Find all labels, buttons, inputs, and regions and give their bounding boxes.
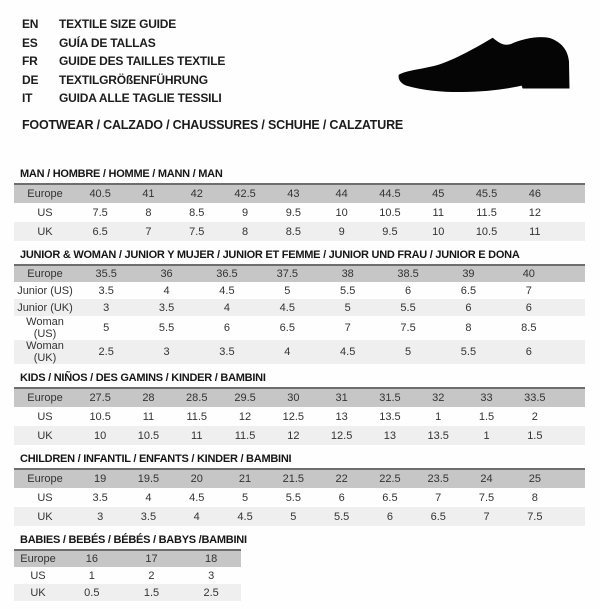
size-cell: 3.5 (197, 340, 257, 364)
size-cell: 7 (435, 491, 442, 504)
language-code: IT (22, 91, 33, 105)
size-cell: 17 (122, 550, 182, 567)
size-table-title: CHILDREN / INFANTIL / ENFANTS / KINDER / BAMBINI (20, 453, 292, 465)
size-cell: 11.5 (186, 410, 208, 423)
size-cell: 8 (531, 491, 538, 504)
table-row (14, 584, 241, 601)
size-cell: 5.5 (285, 491, 301, 504)
size-cell: 43 (269, 184, 317, 203)
size-cell: 29.5 (221, 388, 269, 407)
size-cell: 11 (511, 222, 559, 241)
size-cell: 28 (124, 388, 172, 407)
size-cell: 12.5 (317, 426, 365, 445)
row-label: US (37, 410, 53, 423)
size-cell: 2 (148, 569, 155, 582)
size-cell: 36 (136, 265, 196, 282)
size-cell: 20 (173, 469, 221, 488)
size-cell: 5 (284, 284, 291, 297)
size-table-section (0, 534, 600, 601)
table-row (14, 203, 585, 222)
row-label: US (37, 491, 53, 504)
size-cell: 1 (435, 410, 442, 423)
size-cell: 9 (317, 222, 365, 241)
size-cell: 38.5 (378, 265, 438, 282)
size-cell: 6.5 (382, 491, 398, 504)
spacer-cell (559, 222, 585, 241)
language-label: TEXTILGRÖßENFÜHRUNG (59, 72, 208, 87)
size-cell: 40.5 (76, 184, 124, 203)
size-cell: 0.5 (62, 584, 122, 601)
spacer-cell (559, 316, 585, 340)
row-label: US (37, 206, 53, 219)
size-cell: 25 (511, 469, 559, 488)
spacer-cell (559, 299, 585, 316)
size-cell: 3.5 (124, 507, 172, 526)
size-cell: 11 (432, 206, 444, 219)
language-code: EN (22, 17, 39, 31)
size-cell: 11 (142, 410, 155, 423)
size-table-title: KIDS / NIÑOS / DES GAMINS / KINDER / BAMBINI (20, 372, 266, 384)
size-cell: 13 (335, 410, 348, 423)
table-row (14, 488, 585, 507)
size-cell: 6.5 (279, 322, 295, 334)
size-cell: 38 (318, 265, 378, 282)
size-cell: 36.5 (197, 265, 257, 282)
language-code: FR (22, 54, 38, 68)
size-cell: 3 (76, 507, 124, 526)
size-cell: 4 (145, 491, 152, 504)
row-label: Junior (UK) (14, 299, 76, 316)
size-cell: 2.5 (181, 584, 241, 601)
size-cell: 10.5 (379, 206, 401, 219)
size-table (14, 468, 585, 526)
language-label: TEXTILE SIZE GUIDE (59, 17, 177, 31)
size-cell: 12 (269, 426, 317, 445)
size-cell: 9 (241, 206, 249, 219)
size-cell: 13.5 (379, 410, 401, 423)
size-cell: 6 (338, 491, 345, 504)
table-row (14, 507, 585, 526)
size-cell: 7 (462, 507, 510, 526)
size-cell: 37.5 (257, 265, 317, 282)
row-label: Woman (UK) (14, 340, 76, 364)
size-cell: 21.5 (269, 469, 317, 488)
size-cell: 8.5 (269, 222, 317, 241)
spacer-cell (559, 488, 585, 507)
size-cell: 4.5 (219, 284, 235, 297)
row-label: Europe (14, 469, 76, 488)
table-row (14, 184, 585, 203)
size-cell: 10 (335, 206, 348, 219)
size-cell: 8 (221, 222, 269, 241)
row-label: UK (14, 426, 76, 445)
spacer-cell (559, 426, 585, 445)
spacer-cell (559, 184, 585, 203)
size-cell: 2 (531, 410, 538, 423)
size-cell: 7.5 (173, 222, 221, 241)
size-cell: 32 (414, 388, 462, 407)
language-label: GUIDA ALLE TAGLIE TESSILI (59, 91, 222, 105)
size-table (14, 387, 585, 445)
size-cell: 4 (257, 340, 317, 364)
table-row (14, 282, 585, 299)
size-cell: 3.5 (136, 299, 196, 316)
size-cell: 16 (62, 550, 122, 567)
size-cell: 31.5 (366, 388, 414, 407)
size-cell: 5.5 (317, 507, 365, 526)
size-cell: 33 (462, 388, 510, 407)
table-row (14, 567, 241, 584)
size-cell: 12.5 (282, 410, 305, 423)
size-cell: 12 (238, 410, 252, 423)
size-cell: 9.5 (285, 206, 301, 219)
size-cell: 11 (173, 426, 221, 445)
table-row (14, 316, 585, 340)
size-cell: 7 (525, 284, 532, 297)
size-cell: 6 (499, 340, 559, 364)
size-cell: 8.5 (189, 206, 205, 219)
size-cell: 42 (173, 184, 221, 203)
size-cell: 8 (145, 206, 152, 219)
size-table-section (0, 372, 600, 445)
size-cell: 28.5 (173, 388, 221, 407)
size-cell: 21 (221, 469, 269, 488)
size-cell: 46 (511, 184, 559, 203)
language-label: GUIDE DES TAILLES TEXTILE (59, 54, 226, 68)
size-cell: 7 (344, 322, 351, 334)
size-cell: 44 (317, 184, 365, 203)
row-label: UK (14, 222, 76, 241)
size-cell: 10 (76, 426, 124, 445)
size-cell: 10.5 (89, 410, 111, 423)
category-heading: FOOTWEAR / CALZADO / CHAUSSURES / SCHUHE / CALZATURE (22, 117, 404, 132)
size-cell: 10 (414, 222, 462, 241)
size-cell: 7.5 (511, 507, 559, 526)
size-cell: 19.5 (124, 469, 172, 488)
size-cell: 24 (462, 469, 510, 488)
size-cell: 6 (223, 322, 230, 334)
size-cell: 7 (124, 222, 172, 241)
row-label: UK (14, 584, 62, 601)
size-cell: 5.5 (158, 322, 175, 334)
size-cell: 1.5 (478, 410, 495, 423)
size-cell: 3 (208, 569, 215, 582)
size-cell: 30 (269, 388, 317, 407)
size-table-title: BABIES / BEBÉS / BÉBÉS / BABYS /BAMBINI (20, 534, 247, 546)
size-cell: 11.5 (476, 206, 497, 219)
size-cell: 22 (317, 469, 365, 488)
size-cell: 6 (366, 507, 414, 526)
size-table (14, 549, 241, 601)
size-cell: 4 (173, 507, 221, 526)
size-cell: 23.5 (414, 469, 462, 488)
size-cell: 7.5 (400, 322, 416, 334)
row-label: Woman (US) (26, 316, 64, 340)
language-row (22, 15, 600, 34)
size-cell: 7.5 (478, 491, 495, 504)
size-cell: 22.5 (366, 469, 414, 488)
size-cell: 45.5 (462, 184, 510, 203)
row-label: Europe (14, 184, 76, 203)
size-table (14, 264, 585, 364)
table-row (14, 550, 241, 567)
row-label: Europe (14, 550, 62, 567)
size-cell: 4 (163, 284, 170, 297)
row-label: Europe (14, 388, 76, 407)
size-tables (0, 168, 600, 609)
size-cell: 5 (378, 340, 438, 364)
size-cell: 1.5 (122, 584, 182, 601)
spacer-cell (559, 340, 585, 364)
size-cell: 5.5 (438, 340, 498, 364)
row-label: Junior (US) (17, 284, 73, 297)
size-cell: 13 (366, 426, 414, 445)
table-row (14, 299, 585, 316)
size-table-section (0, 249, 600, 364)
table-row (14, 222, 585, 241)
size-cell: 12 (528, 206, 541, 219)
size-cell: 6.5 (76, 222, 124, 241)
size-cell: 1.5 (511, 426, 559, 445)
size-cell: 45 (414, 184, 462, 203)
row-label: UK (14, 507, 76, 526)
size-cell: 39 (438, 265, 498, 282)
size-cell: 4.5 (257, 299, 317, 316)
size-cell: 5 (241, 491, 249, 504)
table-row (14, 407, 585, 426)
spacer-cell (559, 282, 585, 299)
language-label: GUÍA DE TALLAS (59, 35, 156, 50)
size-cell: 6 (438, 299, 498, 316)
size-cell: 35.5 (76, 265, 136, 282)
size-cell: 6 (499, 299, 559, 316)
size-cell: 27.5 (76, 388, 124, 407)
size-cell: 5 (269, 507, 317, 526)
size-cell: 4.5 (318, 340, 378, 364)
size-cell: 8.5 (521, 322, 537, 334)
size-cell: 3.5 (92, 491, 108, 504)
size-cell: 5.5 (340, 284, 356, 297)
size-cell: 4 (197, 299, 257, 316)
size-cell: 10.5 (462, 222, 510, 241)
size-cell: 1 (88, 569, 95, 582)
size-cell: 11.5 (221, 426, 269, 445)
spacer-cell (559, 203, 585, 222)
size-cell: 6.5 (414, 507, 462, 526)
size-cell: 4.5 (189, 491, 205, 504)
size-cell: 5.5 (378, 299, 438, 316)
size-cell: 3.5 (98, 284, 114, 297)
spacer-cell (559, 407, 585, 426)
size-cell: 5 (318, 299, 378, 316)
size-cell: 4.5 (221, 507, 269, 526)
size-cell: 18 (181, 550, 241, 567)
size-table-section (0, 168, 600, 241)
size-table-section (0, 453, 600, 526)
size-cell: 19 (76, 469, 124, 488)
size-cell: 33.5 (511, 388, 559, 407)
size-cell: 1 (462, 426, 510, 445)
shoe-icon (398, 36, 570, 93)
size-table (14, 183, 585, 241)
size-cell: 6.5 (460, 284, 477, 297)
size-cell: 3 (76, 299, 136, 316)
table-row (14, 340, 585, 364)
spacer-cell (559, 469, 585, 488)
size-cell: 44.5 (366, 184, 414, 203)
row-label: US (30, 569, 46, 582)
size-cell: 5 (103, 322, 110, 334)
table-row (14, 265, 585, 282)
language-code: ES (22, 35, 38, 50)
size-table-title: MAN / HOMBRE / HOMME / MANN / MAN (20, 168, 223, 180)
size-cell: 9.5 (366, 222, 414, 241)
row-label: Europe (14, 265, 76, 282)
size-cell: 6 (405, 284, 412, 297)
table-row (14, 426, 585, 445)
size-cell: 3 (136, 340, 196, 364)
table-row (14, 469, 585, 488)
size-cell: 7.5 (92, 206, 108, 219)
size-cell: 13.5 (414, 426, 462, 445)
language-code: DE (22, 72, 39, 87)
spacer-cell (559, 507, 585, 526)
size-cell: 40 (499, 265, 559, 282)
size-cell: 2.5 (76, 340, 136, 364)
size-cell: 41 (124, 184, 172, 203)
size-cell: 42.5 (221, 184, 269, 203)
table-row (14, 388, 585, 407)
size-cell: 31 (317, 388, 365, 407)
size-cell: 8 (465, 322, 472, 334)
size-table-title: JUNIOR & WOMAN / JUNIOR Y MUJER / JUNIOR ET FEMME / JUNIOR UND FRAU / JUNIOR E DONA (20, 249, 520, 261)
spacer-cell (559, 265, 585, 282)
size-cell: 10.5 (124, 426, 172, 445)
spacer-cell (559, 388, 585, 407)
